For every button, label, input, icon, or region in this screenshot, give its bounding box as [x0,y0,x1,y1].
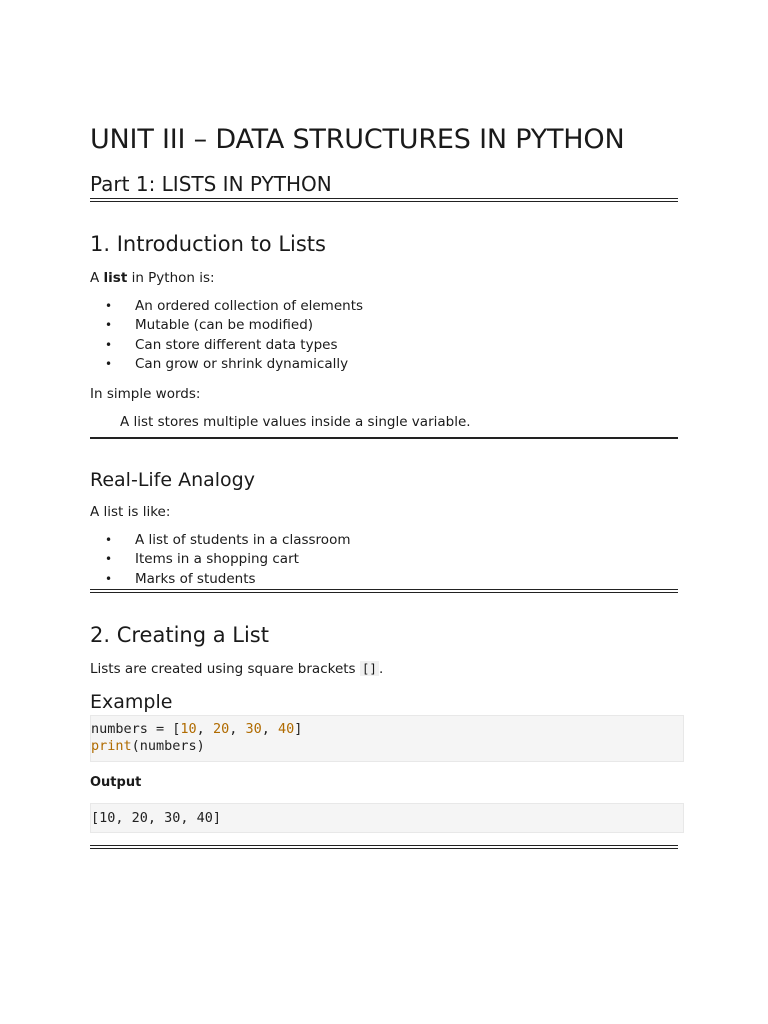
list-item: • Mutable (can be modified) [90,316,363,335]
intro-bullet-list [90,297,363,374]
creating-text-prefix: Lists are created using square brackets [90,661,360,677]
analogy-lead: A list is like: [90,504,171,520]
list-item: • Marks of students [90,570,350,589]
code-block [90,715,684,762]
list-item: • A list of students in a classroom [90,531,350,550]
list-item: • Can grow or shrink dynamically [90,355,363,374]
section-heading-intro: 1. Introduction to Lists [90,232,326,256]
code-line [91,721,683,738]
analogy-bullet-list [90,531,350,589]
divider [90,589,678,593]
simple-words-label: In simple words: [90,386,201,402]
section-heading-creating: 2. Creating a List [90,623,269,647]
list-item: • An ordered collection of elements [90,297,363,316]
inline-code: [] [361,661,377,676]
code-text: , [229,721,246,737]
code-text: (numbers) [131,738,205,754]
intro-lead-bold: list [103,270,128,286]
section-heading-analogy: Real-Life Analogy [90,469,255,491]
divider [90,845,678,849]
code-number: 40 [278,721,295,737]
intro-lead [90,270,215,286]
code-text: ] [294,721,303,737]
output-label: Output [90,775,142,790]
creating-text-suffix: . [378,661,384,677]
code-line [91,738,683,755]
output-block [90,803,684,833]
code-function: print [91,738,132,754]
intro-lead-suffix: in Python is: [127,270,215,286]
intro-lead-prefix: A [90,270,104,286]
code-text: numbers = [ [91,721,181,737]
code-number: 10 [180,721,197,737]
code-number: 20 [212,721,230,737]
code-text: , [196,721,213,737]
unit-title: UNIT III – DATA STRUCTURES IN PYTHON [90,124,625,155]
creating-text [90,661,383,677]
example-heading: Example [90,691,173,713]
list-item: • Items in a shopping cart [90,550,350,569]
part-title: Part 1: LISTS IN PYTHON [90,172,332,196]
simple-words-text: A list stores multiple values inside a single variable. [120,414,471,430]
output-line: [10, 20, 30, 40] [91,810,222,826]
divider [90,198,678,202]
list-item: • Can store different data types [90,336,363,355]
code-text: , [261,721,278,737]
code-number: 30 [245,721,262,737]
divider [90,437,678,439]
